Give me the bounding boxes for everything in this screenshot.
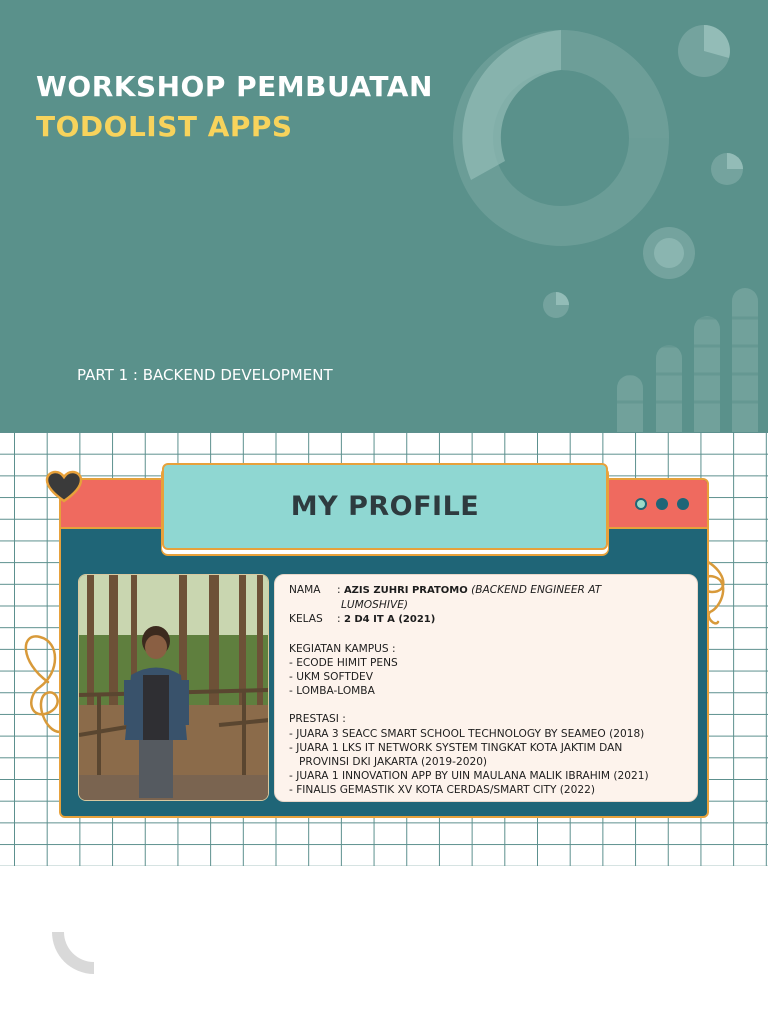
- profile-info-panel: [274, 574, 698, 802]
- title-line-2: TODOLIST APPS: [36, 110, 293, 143]
- window-dot-icon: [677, 498, 689, 510]
- title-banner: [0, 0, 768, 432]
- heart-icon: [45, 470, 83, 504]
- window-dots-icon: [635, 498, 689, 510]
- name-note-continuation: LUMOSHIVE): [341, 599, 409, 612]
- corner-shape-decoration: [50, 930, 96, 976]
- name-note: (BACKEND ENGINEER AT: [471, 584, 602, 596]
- class-row: KELAS : 2 D4 IT A (2021): [289, 613, 436, 626]
- name-label: NAMA: [289, 584, 321, 596]
- profile-heading: MY PROFILE: [290, 491, 480, 522]
- list-item: PROVINSI DKI JAKARTA (2019-2020): [299, 756, 488, 769]
- list-item: - JUARA 3 SEACC SMART SCHOOL TECHNOLOGY BY SEAMEO (2018): [289, 727, 645, 740]
- list-item: - JUARA 1 INNOVATION APP BY UIN MAULANA MALIK IBRAHIM (2021): [289, 770, 649, 783]
- window-dot-icon: [656, 498, 668, 510]
- name-value: AZIS ZUHRI PRATOMO: [343, 585, 468, 596]
- achievements-title: PRESTASI :: [289, 713, 346, 726]
- name-row: NAMA : AZIS ZUHRI PRATOMO (BACKEND ENGINEER AT: [289, 584, 602, 596]
- campus-title: KEGIATAN KAMPUS :: [289, 642, 396, 655]
- profile-heading-box: [162, 463, 608, 550]
- list-item: - JUARA 1 LKS IT NETWORK SYSTEM TINGKAT KOTA JAKTIM DAN: [289, 741, 623, 754]
- class-label: KELAS: [289, 613, 323, 626]
- forest-photo-illustration: [79, 575, 269, 801]
- list-item: - FINALIS GEMASTIK XV KOTA CERDAS/SMART CITY (2022): [289, 784, 596, 797]
- subtitle: PART 1 : BACKEND DEVELOPMENT: [77, 366, 333, 384]
- title-line-1: WORKSHOP PEMBUATAN: [36, 70, 433, 103]
- list-item: - LOMBA-LOMBA: [289, 685, 375, 698]
- list-item: - ECODE HIMIT PENS: [289, 656, 398, 669]
- window-dot-icon: [635, 498, 647, 510]
- profile-photo: [78, 574, 269, 801]
- class-value: 2 D4 IT A (2021): [343, 614, 436, 626]
- list-item: - UKM SOFTDEV: [289, 671, 373, 684]
